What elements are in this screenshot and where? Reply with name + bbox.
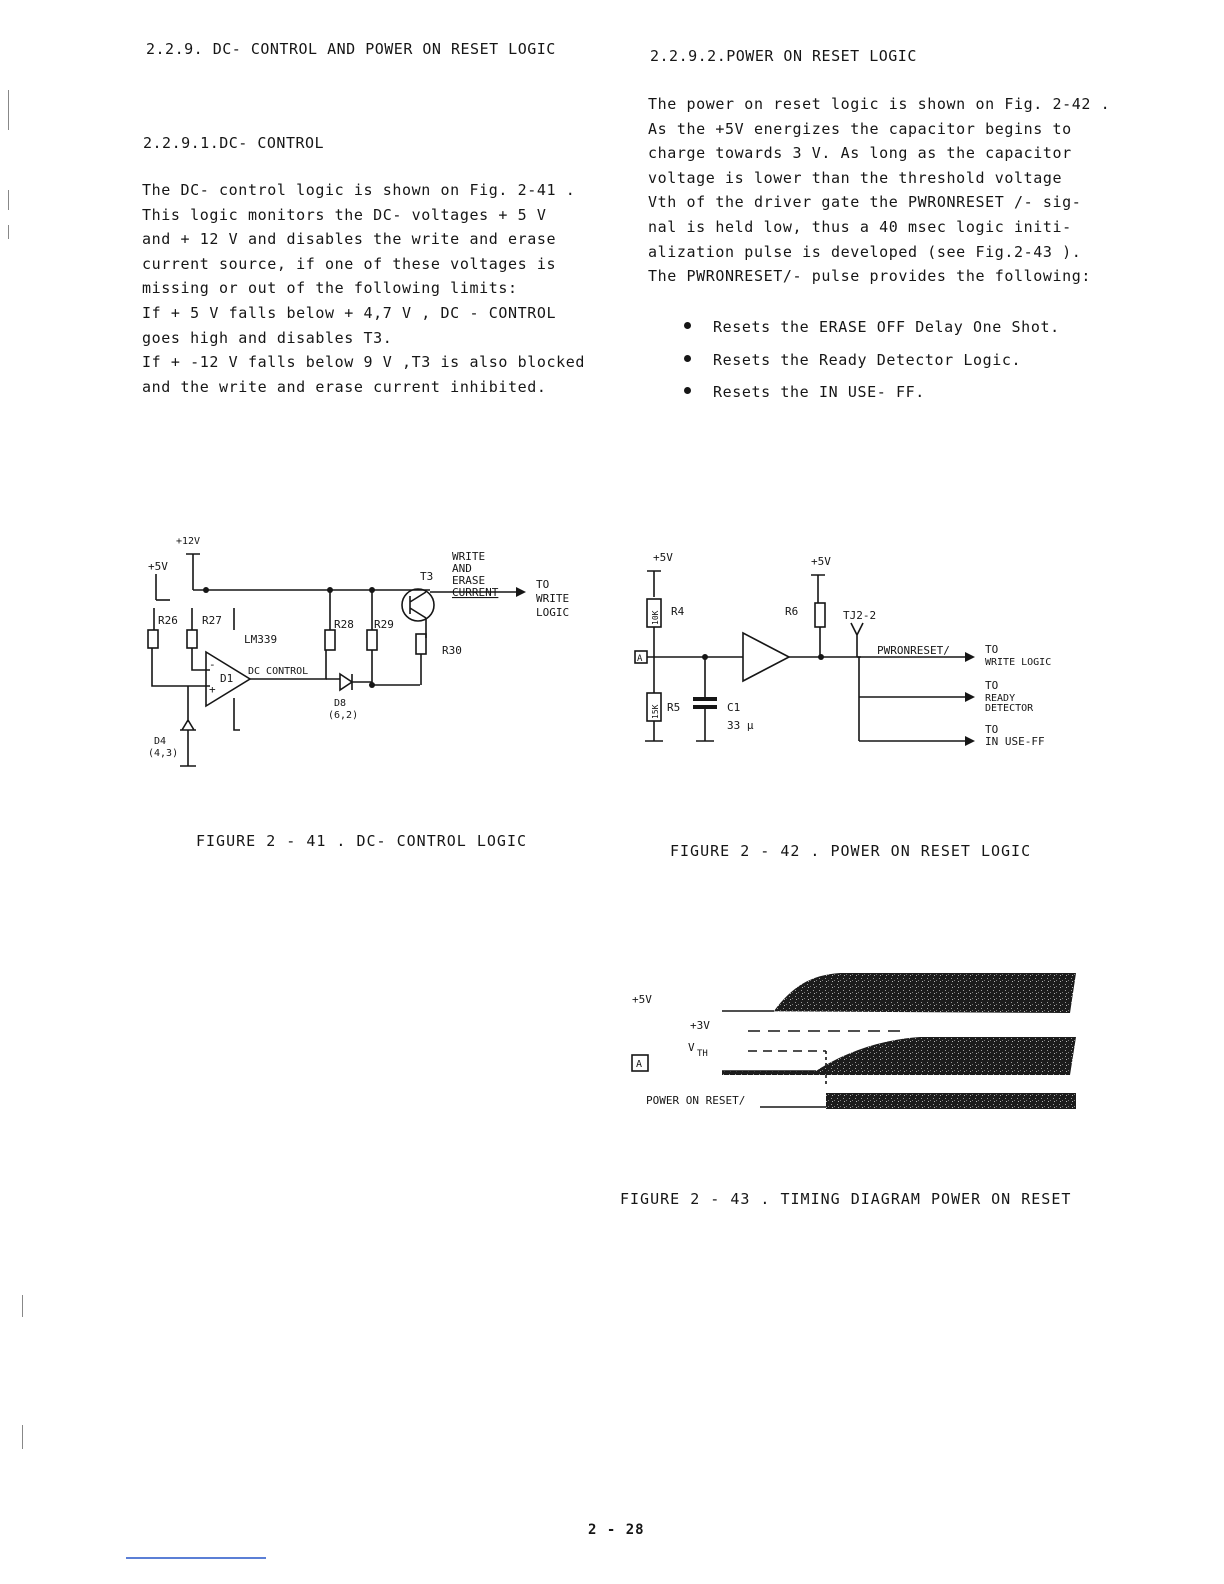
subheading-power-on-reset-logic: 2.2.9.2.POWER ON RESET LOGIC xyxy=(650,47,917,65)
paragraph-line: If + -12 V falls below 9 V ,T3 is also blocked xyxy=(142,353,586,372)
label-plus-12v: +12V xyxy=(176,536,201,547)
arrow-to-write-logic xyxy=(516,587,526,597)
section-heading-dc-control-and-power-on-reset: 2.2.9. DC- CONTROL AND POWER ON RESET LOGIC xyxy=(146,40,556,58)
wire xyxy=(234,698,240,730)
page-number: 2 - 28 xyxy=(588,1522,645,1538)
label-r6: R6 xyxy=(785,605,799,618)
paragraph-line: The DC- control logic is shown on Fig. 2-41 . xyxy=(142,181,576,199)
label-r29: R29 xyxy=(374,618,394,631)
label-detector: DETECTOR xyxy=(985,703,1034,714)
label-r26: R26 xyxy=(158,614,178,627)
wire xyxy=(152,648,210,686)
resistor-r26 xyxy=(148,630,158,648)
label-r30: R30 xyxy=(442,644,462,657)
paragraph-line: current source, if one of these voltages is xyxy=(142,254,557,273)
list-item-text: Resets the ERASE OFF Delay One Shot. xyxy=(713,318,1060,336)
diode-d8 xyxy=(326,674,372,690)
output-branch-wires xyxy=(859,657,965,741)
label-node-a: A xyxy=(637,654,643,664)
driver-gate xyxy=(743,633,789,681)
label-to-3: TO xyxy=(985,723,999,736)
paragraph-line: This logic monitors the DC- voltages + 5 V xyxy=(142,205,547,224)
supply-wire xyxy=(647,571,661,597)
label-plus-5v: +5V xyxy=(148,560,168,573)
label-c1: C1 xyxy=(727,701,741,714)
junction-dot xyxy=(203,587,209,593)
paragraph-line: and + 12 V and disables the write and erase xyxy=(142,230,557,249)
label-r4: R4 xyxy=(671,605,685,618)
arrow-to-ready-detector xyxy=(965,692,975,702)
trace-plus-5v xyxy=(722,973,1076,1013)
ground-wire xyxy=(645,721,663,741)
label-to-1: TO xyxy=(985,643,999,656)
label-write-logic-2: LOGIC xyxy=(536,606,570,619)
label-d4: D4 xyxy=(154,736,167,747)
label-c1-value: 33 µ xyxy=(727,719,754,732)
bullet-dot xyxy=(684,387,691,394)
paragraph-line: voltage is lower than the threshold voltage xyxy=(648,168,1063,187)
label-to-2: TO xyxy=(985,679,999,692)
label-and: AND xyxy=(452,562,472,575)
power-on-reset-paragraph xyxy=(648,92,1110,289)
label-power-on-reset: POWER ON RESET/ xyxy=(646,1094,746,1107)
dc-control-schematic xyxy=(130,530,600,780)
paragraph-line: Vth of the driver gate the PWRONRESET /- sig- xyxy=(648,193,1082,212)
subheading-dc-control: 2.2.9.1.DC- CONTROL xyxy=(143,134,325,152)
list-item xyxy=(684,318,1060,351)
transistor-t3 xyxy=(402,589,434,621)
zener-d4 xyxy=(180,686,196,766)
ground-wire xyxy=(696,709,714,741)
test-point-tj2-2 xyxy=(851,623,863,657)
label-plus: + xyxy=(209,683,216,696)
label-r4-value: 10K xyxy=(651,610,660,625)
label-d4-ref: (4,3) xyxy=(148,748,179,759)
resistor-r6 xyxy=(815,603,825,627)
paragraph-line: and the write and erase current inhibited. xyxy=(142,377,547,396)
arrow-to-write-logic xyxy=(965,652,975,662)
trace-power-on-reset-high xyxy=(826,1093,1076,1109)
scan-edge-line xyxy=(126,1557,266,1559)
figure-43-caption: FIGURE 2 - 43 . TIMING DIAGRAM POWER ON RESET xyxy=(620,1190,1072,1208)
label-plus-5v-a: +5V xyxy=(653,551,673,564)
label-minus: - xyxy=(209,658,216,671)
capacitor-c1-plate xyxy=(693,697,717,701)
wire xyxy=(372,650,420,685)
scan-mark xyxy=(8,225,9,239)
list-item-text: Resets the Ready Detector Logic. xyxy=(713,350,1022,369)
label-node-a: A xyxy=(636,1059,643,1070)
label-t3: T3 xyxy=(420,570,434,583)
label-d1: D1 xyxy=(220,672,234,685)
scan-mark xyxy=(22,1295,23,1317)
label-plus-5v: +5V xyxy=(632,993,652,1006)
label-current: CURRENT xyxy=(452,586,499,599)
paragraph-line: The power on reset logic is shown on Fig. 2-42 . xyxy=(648,95,1111,113)
paragraph-line: alization pulse is developed (see Fig.2-43 ). xyxy=(648,242,1082,261)
scan-mark xyxy=(8,190,9,210)
label-plus-3v: +3V xyxy=(690,1019,710,1032)
label-lm339: LM339 xyxy=(244,633,278,646)
paragraph-line: As the +5V energizes the capacitor begins to xyxy=(648,119,1072,138)
supply-wire xyxy=(811,575,825,603)
dc-control-paragraph xyxy=(142,178,585,399)
label-d8: D8 xyxy=(334,698,347,709)
label-write: WRITE xyxy=(452,550,486,563)
scan-mark xyxy=(22,1425,23,1449)
supply-12v-wire xyxy=(186,554,200,590)
label-vth: V xyxy=(688,1041,695,1054)
junction-dot xyxy=(818,654,824,660)
label-r5-value: 15K xyxy=(651,704,660,719)
label-pwronreset: PWRONRESET/ xyxy=(877,644,950,657)
junction-dot xyxy=(369,682,375,688)
list-item-text: Resets the IN USE- FF. xyxy=(713,383,925,401)
label-vth-subscript: TH xyxy=(697,1049,708,1059)
label-in-use-ff: IN USE-FF xyxy=(985,735,1045,748)
resistor-r28 xyxy=(325,630,335,650)
arrow-to-in-use-ff xyxy=(965,736,975,746)
scan-mark xyxy=(8,90,9,130)
list-item xyxy=(684,351,1060,384)
paragraph-line: charge towards 3 V. As long as the capacitor xyxy=(648,144,1072,163)
paragraph-line: nal is held low, thus a 40 msec logic initi- xyxy=(648,217,1072,236)
figure-41-caption: FIGURE 2 - 41 . DC- CONTROL LOGIC xyxy=(196,832,528,850)
paragraph-line: The PWRONRESET/- pulse provides the following: xyxy=(648,267,1092,286)
paragraph-line: goes high and disables T3. xyxy=(142,328,393,347)
power-on-reset-schematic xyxy=(625,545,1075,755)
resistor-r27 xyxy=(187,630,197,648)
bullet-dot xyxy=(684,355,691,362)
label-r5: R5 xyxy=(667,701,681,714)
list-item xyxy=(684,383,1060,416)
label-write-logic: WRITE LOGIC xyxy=(985,657,1052,668)
label-plus-5v-b: +5V xyxy=(811,555,831,568)
paragraph-line: missing or out of the following limits: xyxy=(142,279,518,298)
bullet-dot xyxy=(684,322,691,329)
label-d8-ref: (6,2) xyxy=(328,710,359,721)
label-erase: ERASE xyxy=(452,574,486,587)
paragraph-line: If + 5 V falls below + 4,7 V , DC - CONTROL xyxy=(142,303,557,322)
figure-42-caption: FIGURE 2 - 42 . POWER ON RESET LOGIC xyxy=(670,842,1032,860)
trace-node-a xyxy=(722,1037,1076,1075)
resistor-r29 xyxy=(367,630,377,650)
label-tj2-2: TJ2-2 xyxy=(843,609,877,622)
label-to: TO xyxy=(536,578,550,591)
reset-actions-list xyxy=(684,318,1060,416)
resistor-r30 xyxy=(416,634,426,654)
label-write-logic-1: WRITE xyxy=(536,592,570,605)
label-r27: R27 xyxy=(202,614,222,627)
transistor-t3-leads xyxy=(410,592,426,638)
label-dc-control: DC CONTROL xyxy=(248,666,309,677)
label-ready: READY xyxy=(985,693,1016,704)
power-on-reset-timing-diagram xyxy=(620,965,1090,1125)
capacitor-c1-plate xyxy=(693,705,717,709)
label-r28: R28 xyxy=(334,618,354,631)
